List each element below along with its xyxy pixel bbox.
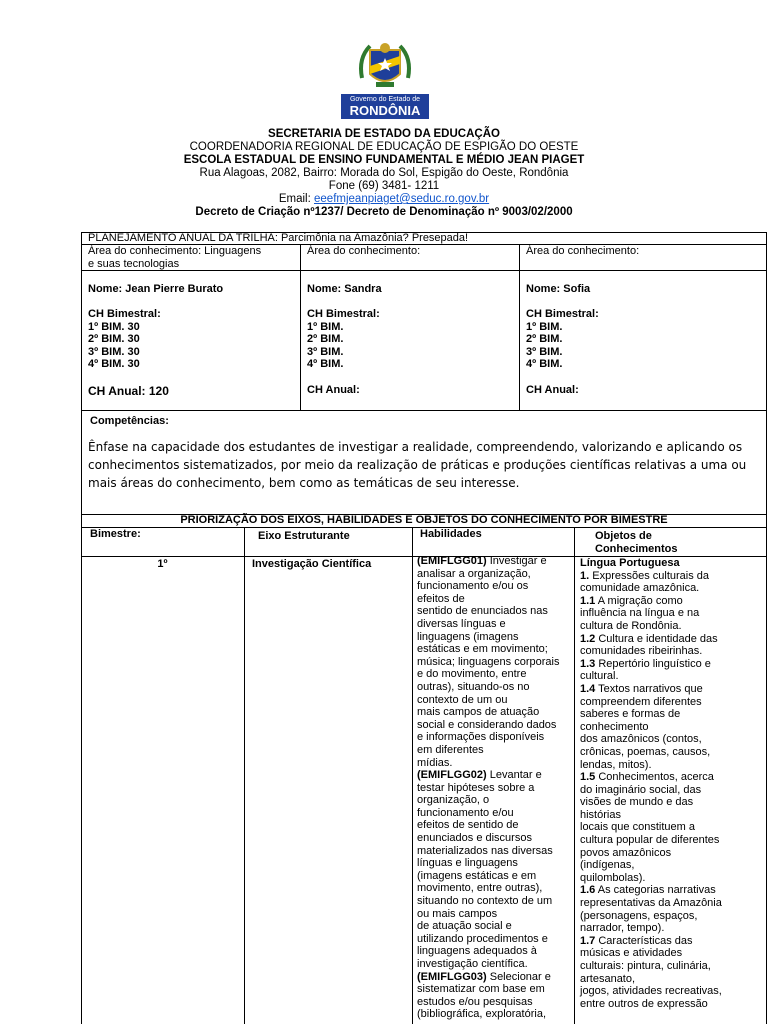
email-link[interactable]: eeefmjeanpiaget@seduc.ro.gov.br — [314, 193, 490, 205]
teacher-1-ch-label: CH Bimestral: — [88, 308, 161, 320]
teacher-2-bim-1: 1º BIM. — [307, 321, 344, 333]
teacher-3-bim-3: 3º BIM. — [526, 346, 563, 358]
objeto-text: Cultura e identidade das comunidades ribeirinhas. — [580, 632, 718, 658]
row-eixo: Investigação Científica — [252, 558, 372, 570]
col-habilidades-header: Habilidades — [420, 528, 482, 540]
header-decreto: Decreto de Criação nº1237/ Decreto de Denominação nº 9003/02/2000 — [195, 206, 573, 218]
teacher-1-bim-2: 2º BIM. 30 — [88, 333, 140, 345]
teacher-2-bim-3: 3º BIM. — [307, 346, 344, 358]
objeto-text: A migração como influência na língua e na cultura de Rondônia. — [580, 594, 700, 632]
teacher-2-annual: CH Anual: — [307, 384, 360, 396]
habilidade-code: (EMIFLGG03) — [417, 970, 487, 983]
objetos-title: Língua Portuguesa — [580, 557, 680, 569]
objeto-num: 1.2 — [580, 632, 596, 645]
objeto-text: Repertório linguístico e cultural. — [580, 657, 711, 683]
row-bimestre: 1º — [157, 558, 168, 570]
habilidade-code: (EMIFLGG02) — [417, 769, 487, 782]
competencias-label: Competências: — [90, 415, 169, 427]
row-objetos — [580, 557, 764, 1010]
objeto-num: 1.7 — [580, 934, 596, 947]
teacher-1-bim-4: 4º BIM. 30 — [88, 358, 140, 370]
header-email-line — [0, 193, 768, 207]
header-coordenadoria: COORDENADORIA REGIONAL DE EDUCAÇÃO DE ESPIGÃO DO OESTE — [189, 141, 579, 153]
habilidade-text: Investigar e analisar a organização, funcionamento e/ou os efeitos de sentido de enunciados nas diversas línguas e linguagens (imagens estáticas e em movimento; música; linguagens corporais e do movimento, entre outras), situando-os no contexto de um ou mais campos de atuação social e considerando dados e informações disponíveis em diferentes mídias. — [417, 555, 560, 769]
teacher-3-annual: CH Anual: — [526, 384, 579, 396]
habilidade-text: Levantar e testar hipóteses sobre a organização, o funcionamento e/ou efeitos de sentido de enunciados e discursos materializados nas diversas línguas e linguagens (imagens estáticas e em movimento, entre outras), situando no contexto de um ou mais campos de atuação social e utilizando procedimentos e linguagens adequados à investigação científica. — [417, 769, 553, 970]
teacher-1-bim-3: 3º BIM. 30 — [88, 346, 140, 358]
competencias-text: Ênfase na capacidade dos estudantes de investigar a realidade, compreendendo, valorizando e aplicando os conhecimentos sistematizados, por meio da realização de práticas e produções científicas relativas a uma ou mais áreas do conhecimento, bem como as temáticas de seu interesse. — [88, 440, 747, 490]
logo-title: RONDÔNIA — [349, 103, 421, 118]
col-objetos-header: Objetos de Conhecimentos — [595, 530, 678, 555]
priorizacao-title: PRIORIZAÇÃO DOS EIXOS, HABILIDADES E OBJETOS DO CONHECIMENTO POR BIMESTRE — [180, 514, 668, 526]
objeto-num: 1.5 — [580, 771, 596, 784]
objeto-text: Textos narrativos que compreendem diferentes saberes e formas de conhecimento dos amazônicos (contos, crônicas, poemas, causos, lendas, mitos). — [580, 682, 711, 771]
objeto-num: 1.4 — [580, 682, 596, 695]
email-label: Email: — [278, 193, 315, 205]
teacher-3-name: Nome: Sofia — [526, 283, 591, 295]
teacher-1-annual: CH Anual: 120 — [88, 384, 169, 398]
col-bimestre-header: Bimestre: — [90, 528, 141, 540]
header-secretaria: SECRETARIA DE ESTADO DA EDUCAÇÃO — [268, 128, 500, 140]
header-escola: ESCOLA ESTADUAL DE ENSINO FUNDAMENTAL E MÉDIO JEAN PIAGET — [183, 154, 585, 166]
teacher-2-bim-2: 2º BIM. — [307, 333, 344, 345]
habilidade-code: (EMIFLGG01) — [417, 555, 487, 567]
teacher-3-bim-4: 4º BIM. — [526, 358, 563, 370]
area-1-label: Área do conhecimento: Linguagens e suas tecnologias — [88, 245, 262, 270]
habilidade-text: Selecionar e sistematizar com base em estudos e/ou pesquisas (bibliográfica, exploratória, — [417, 970, 551, 1021]
objeto-num: 1.6 — [580, 884, 596, 897]
teacher-3-bim-2: 2º BIM. — [526, 333, 563, 345]
plan-title: PLANEJAMENTO ANUAL DA TRILHA: Parcimônia na Amazônia? Presepada! — [88, 232, 469, 244]
area-3-label: Área do conhecimento: — [526, 245, 640, 257]
area-2-label: Área do conhecimento: — [307, 245, 421, 257]
logo-caption: Governo do Estado de — [349, 96, 421, 103]
objeto-text: Conhecimentos, acerca do imaginário social, das visões de mundo e das histórias locais que constituem a cultura popular de diferentes povos amazônicos (indígenas, quilombolas). — [580, 771, 720, 884]
teacher-2-bim-4: 4º BIM. — [307, 358, 344, 370]
objeto-text: Características das músicas e atividades culturais: pintura, culinária, artesanato, jogos, atividades recreativas, entre outros de expressão — [580, 934, 722, 1010]
objeto-text: Expressões culturais da comunidade amazônica. — [580, 569, 710, 595]
col-eixo-header: Eixo Estruturante — [258, 530, 350, 542]
rondonia-logo — [340, 38, 430, 120]
teacher-2-name: Nome: Sandra — [307, 283, 382, 295]
row-habilidades — [417, 555, 573, 1021]
header-fone: Fone (69) 3481- 1211 — [328, 180, 440, 192]
teacher-2-ch-label: CH Bimestral: — [307, 308, 380, 320]
objeto-text: As categorias narrativas representativas da Amazônia (personagens, espaços, narrador, tempo). — [580, 884, 722, 935]
header-endereco: Rua Alagoas, 2082, Bairro: Morada do Sol, Espigão do Oeste, Rondônia — [199, 167, 569, 179]
teacher-1-name: Nome: Jean Pierre Burato — [88, 283, 224, 295]
teacher-3-bim-1: 1º BIM. — [526, 321, 563, 333]
objeto-num: 1.3 — [580, 657, 596, 670]
teacher-3-ch-label: CH Bimestral: — [526, 308, 599, 320]
objeto-num: 1.1 — [580, 594, 596, 607]
objeto-num: 1. — [580, 569, 590, 582]
teacher-1-bim-1: 1º BIM. 30 — [88, 321, 140, 333]
